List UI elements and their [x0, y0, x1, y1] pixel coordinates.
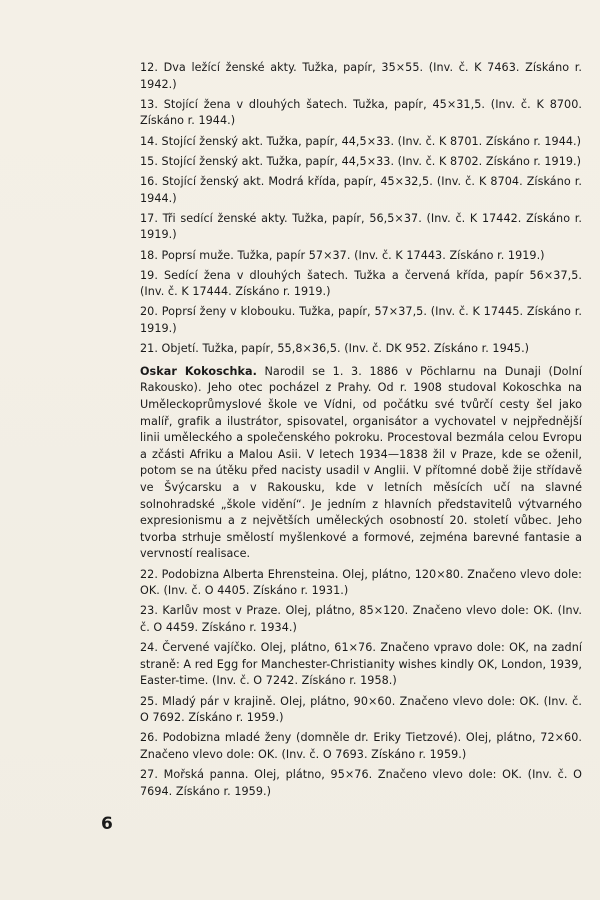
catalog-entry: 24. Červené vajíčko. Olej, plátno, 61×76. Značeno vpravo dole: OK, na zadní straně: A red Egg for Manchester-Christianity wishes kindly OK, London, 1939, Easter-time. (Inv. č. O 7242. Získáno r. 1958.) — [140, 641, 582, 688]
catalog-entry: 14. Stojící ženský akt. Tužka, papír, 44,5×33. (Inv. č. K 8701. Získáno r. 1944.) — [140, 134, 582, 148]
catalog-entry: 16. Stojící ženský akt. Modrá křída, papír, 45×32,5. (Inv. č. K 8704. Získáno r. 1944.) — [140, 174, 582, 205]
catalog-entry: 13. Stojící žena v dlouhých šatech. Tužka, papír, 45×31,5. (Inv. č. K 8700. Získáno r. 1944.) — [140, 97, 582, 128]
catalog-entry: 25. Mladý pár v krajině. Olej, plátno, 90×60. Značeno vlevo dole: OK. (Inv. č. O 7692. Získáno r. 1959.) — [140, 694, 582, 725]
catalog-entry: 15. Stojící ženský akt. Tužka, papír, 44,5×33. (Inv. č. K 8702. Získáno r. 1919.) — [140, 154, 582, 168]
artist-bio — [140, 364, 582, 563]
catalog-text — [140, 60, 582, 804]
catalog-entry: 19. Sedící žena v dlouhých šatech. Tužka a červená křída, papír 56×37,5. (Inv. č. K 17444. Získáno r. 1919.) — [140, 268, 582, 299]
artist-name: Oskar Kokoschka. — [140, 364, 257, 378]
catalog-entry: 12. Dva ležící ženské akty. Tužka, papír, 35×55. (Inv. č. K 7463. Získáno r. 1942.) — [140, 61, 582, 91]
catalog-entry: 20. Poprsí ženy v klobouku. Tužka, papír, 57×37,5. (Inv. č. K 17445. Získáno r. 1919.) — [140, 305, 582, 336]
catalog-entry: 27. Mořská panna. Olej, plátno, 95×76. Značeno vlevo dole: OK. (Inv. č. O 7694. Získáno r. 1959.) — [140, 768, 582, 798]
entries-part2 — [140, 567, 582, 801]
entries-part1 — [140, 60, 582, 358]
artist-bio-text: Narodil se 1. 3. 1886 v Pöchlarnu na Dunaji (Dolní Rakousko). Jeho otec pocházel z Prahy. Od r. 1908 studoval Kokoschka na Uměleckoprůmyslové škole ve Vídni, od počátku své tvůrčí cesty šel jako malíř, grafik a ilustrátor, spisovatel, organisátor a vychovatel v nejpřednější linii uměleckého a společenského pokroku. Procestoval bezmála celou Evropu a zčásti Afriku a Malou Asii. V letech 1934—1838 žil v Praze, kde se oženil, potom se na útěku před nacisty usadil v Anglii. V přítomné době žije střídavě ve Švýcarsku a v Rakousku, kde v letních měsících učí na slavné solnohradské „škole vidění“. Je jedním z hlavních představitelů výtvarného expresionismu a z největších uměleckých osobností 20. století vůbec. Jeho tvorba strhuje smělostí myšlenkové a formové, zejména barevné fantasie a vervností realisace. — [140, 364, 582, 561]
catalog-entry: 22. Podobizna Alberta Ehrensteina. Olej, plátno, 120×80. Značeno vlevo dole: OK. (Inv. č. O 4405. Získáno r. 1931.) — [140, 567, 582, 598]
page-number: 6 — [101, 814, 113, 834]
catalog-entry: 26. Podobizna mladé ženy (domněle dr. Eriky Tietzové). Olej, plátno, 72×60. Značeno vlevo dole: OK. (Inv. č. O 7693. Získáno r. 1959.) — [140, 731, 582, 761]
catalog-entry: 21. Objetí. Tužka, papír, 55,8×36,5. (Inv. č. DK 952. Získáno r. 1945.) — [140, 342, 530, 356]
catalog-entry: 18. Poprsí muže. Tužka, papír 57×37. (Inv. č. K 17443. Získáno r. 1919.) — [140, 248, 545, 262]
catalog-entry: 23. Karlův most v Praze. Olej, plátno, 85×120. Značeno vlevo dole: OK. (Inv. č. O 4459. Získáno r. 1934.) — [140, 604, 582, 634]
catalog-entry: 17. Tři sedící ženské akty. Tužka, papír, 56,5×37. (Inv. č. K 17442. Získáno r. 1919.) — [140, 211, 582, 242]
